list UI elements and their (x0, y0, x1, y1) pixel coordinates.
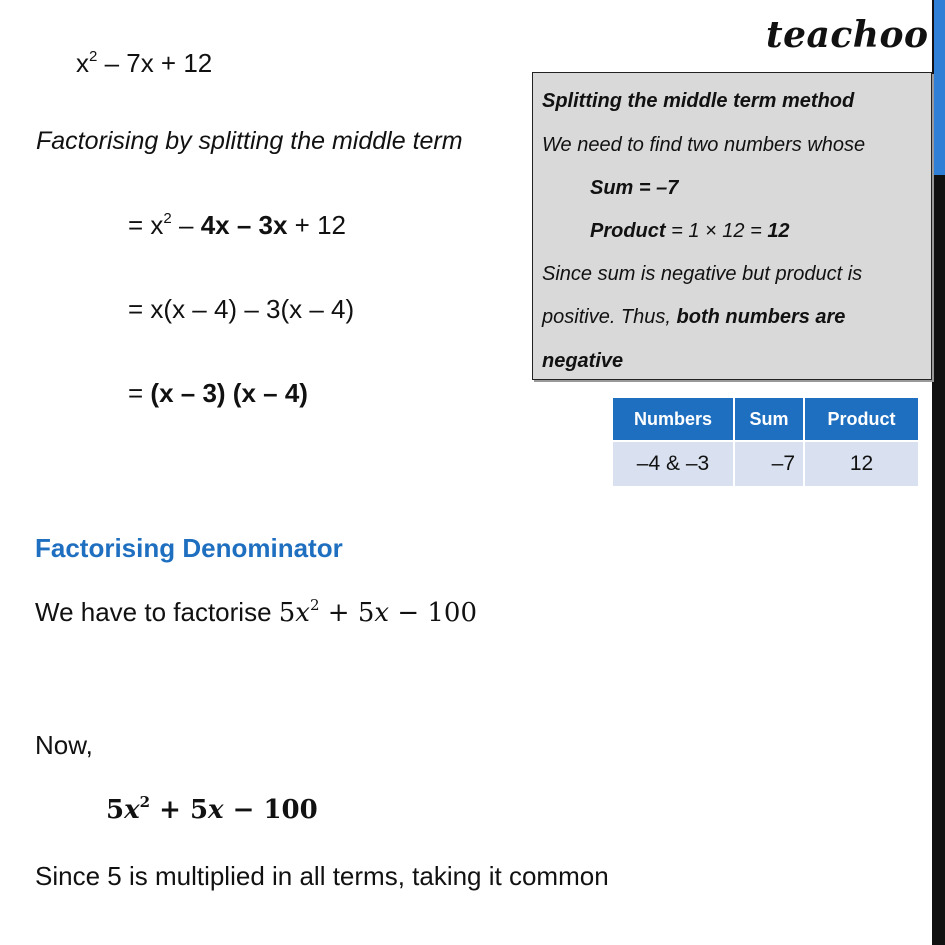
denominator-heading: Factorising Denominator (35, 533, 343, 563)
numbers-table (613, 398, 918, 486)
method-note-box (532, 72, 932, 380)
header-product: Product (804, 398, 918, 441)
method-caption: Factorising by splitting the middle term (36, 127, 463, 155)
scrollbar-thumb[interactable] (934, 0, 945, 175)
denominator-expression: $5x^2 + 5x - 100$ (106, 793, 318, 825)
note-line-6: negative (542, 350, 624, 372)
cell-numbers: –4 & –3 (613, 441, 734, 486)
step-split: = $x^2 - 4x - 3x + 12$ (128, 210, 346, 240)
note-line-1: We need to find two numbers whose (542, 134, 866, 156)
note-title: Splitting the middle term method (542, 90, 855, 112)
cell-sum: –7 (734, 441, 804, 486)
conclusion-text: Since 5 is multiplied in all terms, taking it common (35, 861, 609, 891)
numerator-expression: $x^2 - 7x + 12$ (76, 48, 213, 78)
header-numbers: Numbers (613, 398, 734, 441)
denominator-intro: We have to factorise $5x^2 + 5x - 100$ (35, 596, 478, 628)
note-line-4: Since sum is negative but product is (542, 263, 863, 285)
table-row (613, 441, 918, 486)
step-result: = (x – 3) (x – 4) (128, 378, 308, 408)
table-header-row (613, 398, 918, 441)
now-label: Now, (35, 730, 93, 760)
step-group: = x(x – 4) – 3(x – 4) (128, 294, 355, 324)
teachoo-logo: teachoo (766, 14, 929, 56)
note-line-5: positive. Thus, both numbers are (542, 306, 846, 328)
header-sum: Sum (734, 398, 804, 441)
cell-product: 12 (804, 441, 918, 486)
note-sum: Sum = –7 (590, 177, 679, 199)
note-product: Product = 1 × 12 = 12 (590, 220, 790, 242)
